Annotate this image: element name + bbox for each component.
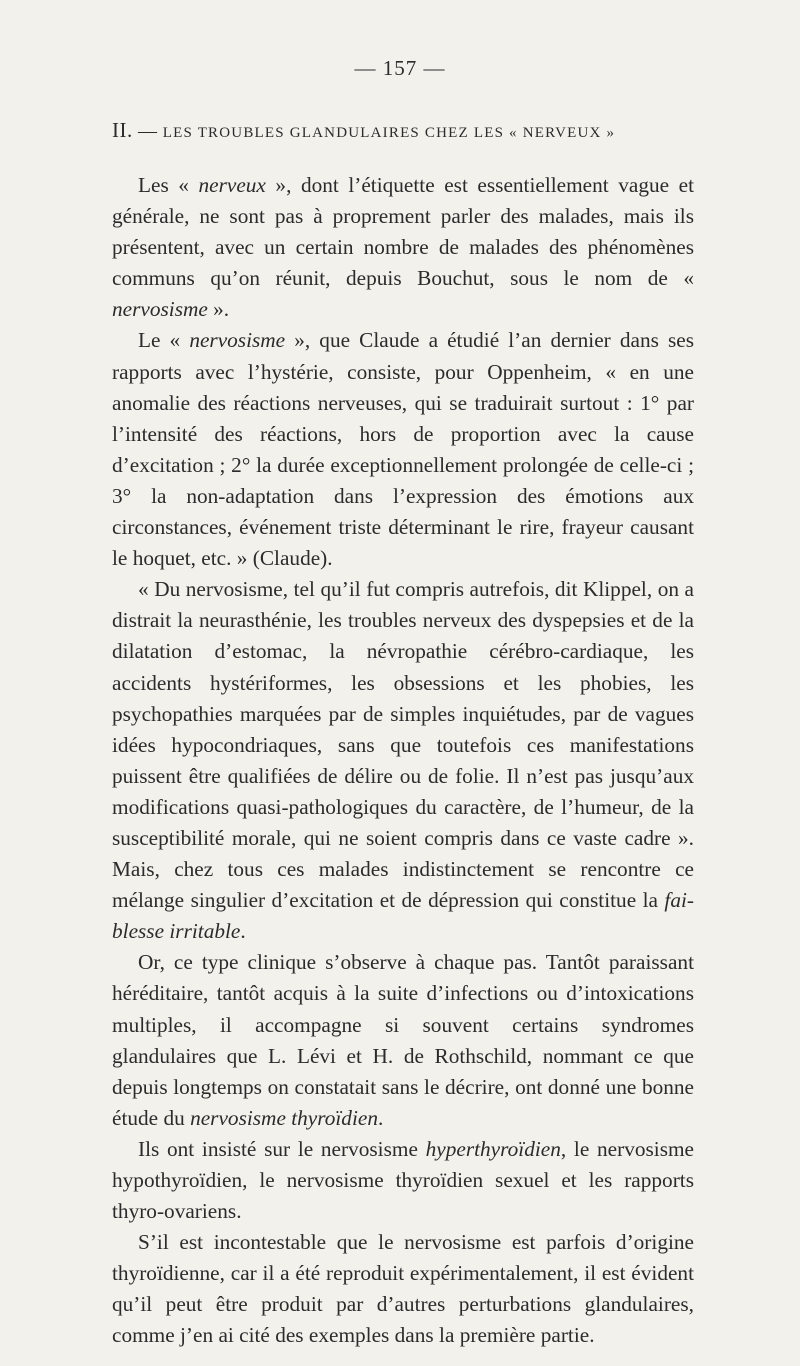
- section-heading: [112, 118, 712, 143]
- section-numeral: II.: [112, 118, 133, 142]
- text-run: », que Claude a étudié l’an dernier dans ses rapports avec l’hystérie, consiste, pour Oppenheim, « en une anomalie des réactions nerveuses, qui se traduirait surtout : 1° par l’intensité des réactions, hors de proportion avec la cause d’excitation ; 2° la durée exceptionnellement prolongée de celle-ci ; 3° la non-adaptation dans l’expression des émotions aux circonstances, événement triste déterminant le rire, frayeur causant le hoquet, etc. » (Claude).: [112, 328, 695, 571]
- italic-term: nervosisme: [112, 297, 208, 322]
- italic-term: nervosisme thyroïdien: [190, 1105, 378, 1130]
- text-run: Le «: [138, 328, 190, 353]
- paragraph: [112, 170, 694, 325]
- section-title: LES TROUBLES GLANDULAIRES CHEZ LES « NERVEUX »: [162, 125, 616, 141]
- paragraph: [112, 1227, 694, 1351]
- body-text: [112, 170, 694, 1352]
- italic-term: nerveux: [198, 173, 266, 197]
- paragraph: [112, 947, 694, 1134]
- italic-term: nervosisme: [189, 328, 286, 353]
- text-run: S’il est incontestable que le nervosisme est parfois d’origine thyroïdienne, car il a été reproduit expérimentalement, il est évident qu’il peut être produit par d’autres perturbations glandulaires, comme j’en ai cité des exemples dans la première partie.: [112, 1230, 694, 1348]
- page-number: — 157 —: [354, 56, 446, 80]
- text-run: Ils ont insisté sur le nervosisme: [138, 1136, 426, 1161]
- paragraph: [112, 1134, 694, 1227]
- text-run: « Du nervosisme, tel qu’il fut compris autrefois, dit Klippel, on a distrait la neurasthénie, les troubles nerveux des dyspepsies et de la dilatation d’estomac, la névropathie cérébro-cardiaque, les accidents hystériformes, les obsessions et les phobies, les psychopathies marquées par de simples inquiétudes, par de vagues idées hypocondriaques, sans que toutefois ces manifestations puissent être qualifiées de délire ou de folie. Il n’est pas jusqu’aux modifications quasi-pathologiques du caractère, de l’humeur, de la susceptibilité morale, qui ne soient compris dans ce vaste cadre ». Mais, chez tous ces malades indistinctement se rencontre ce mélange singulier d’excitation et de dépression qui constitue la: [112, 577, 694, 913]
- paragraph: [112, 574, 694, 947]
- text-run: », dont l’étiquette est essentiellement vague et générale, ne sont pas à proprement parler des malades, mais ils présentent, avec un certain nombre de malades des phénomènes communs qu’on réunit, depuis Bouchut, sous le nom de «: [112, 173, 694, 291]
- italic-term: hyperthyroïdien: [425, 1136, 561, 1161]
- text-run: , le nervosisme hypothyroïdien, le nervosisme thyroïdien sexuel et les rapports thyro-ovariens.: [112, 1136, 694, 1224]
- text-run: Or, ce type clinique s’observe à chaque pas. Tantôt paraissant héréditaire, tantôt acquis à la suite d’infections ou d’intoxications multiples, il accompagne si souvent certains syndromes glandulaires que L. Lévi et H. de Rothschild, nommant ce que depuis longtemps on constatait sans le décrire, ont donné une bonne étude du: [112, 950, 694, 1130]
- text-run: ».: [207, 297, 230, 322]
- text-run: Les «: [138, 173, 199, 197]
- italic-term: faiblesse irritable: [112, 888, 694, 944]
- paragraph: [112, 325, 694, 574]
- text-run: .: [377, 1105, 384, 1130]
- section-dash: —: [132, 121, 163, 142]
- text-run: .: [240, 919, 246, 944]
